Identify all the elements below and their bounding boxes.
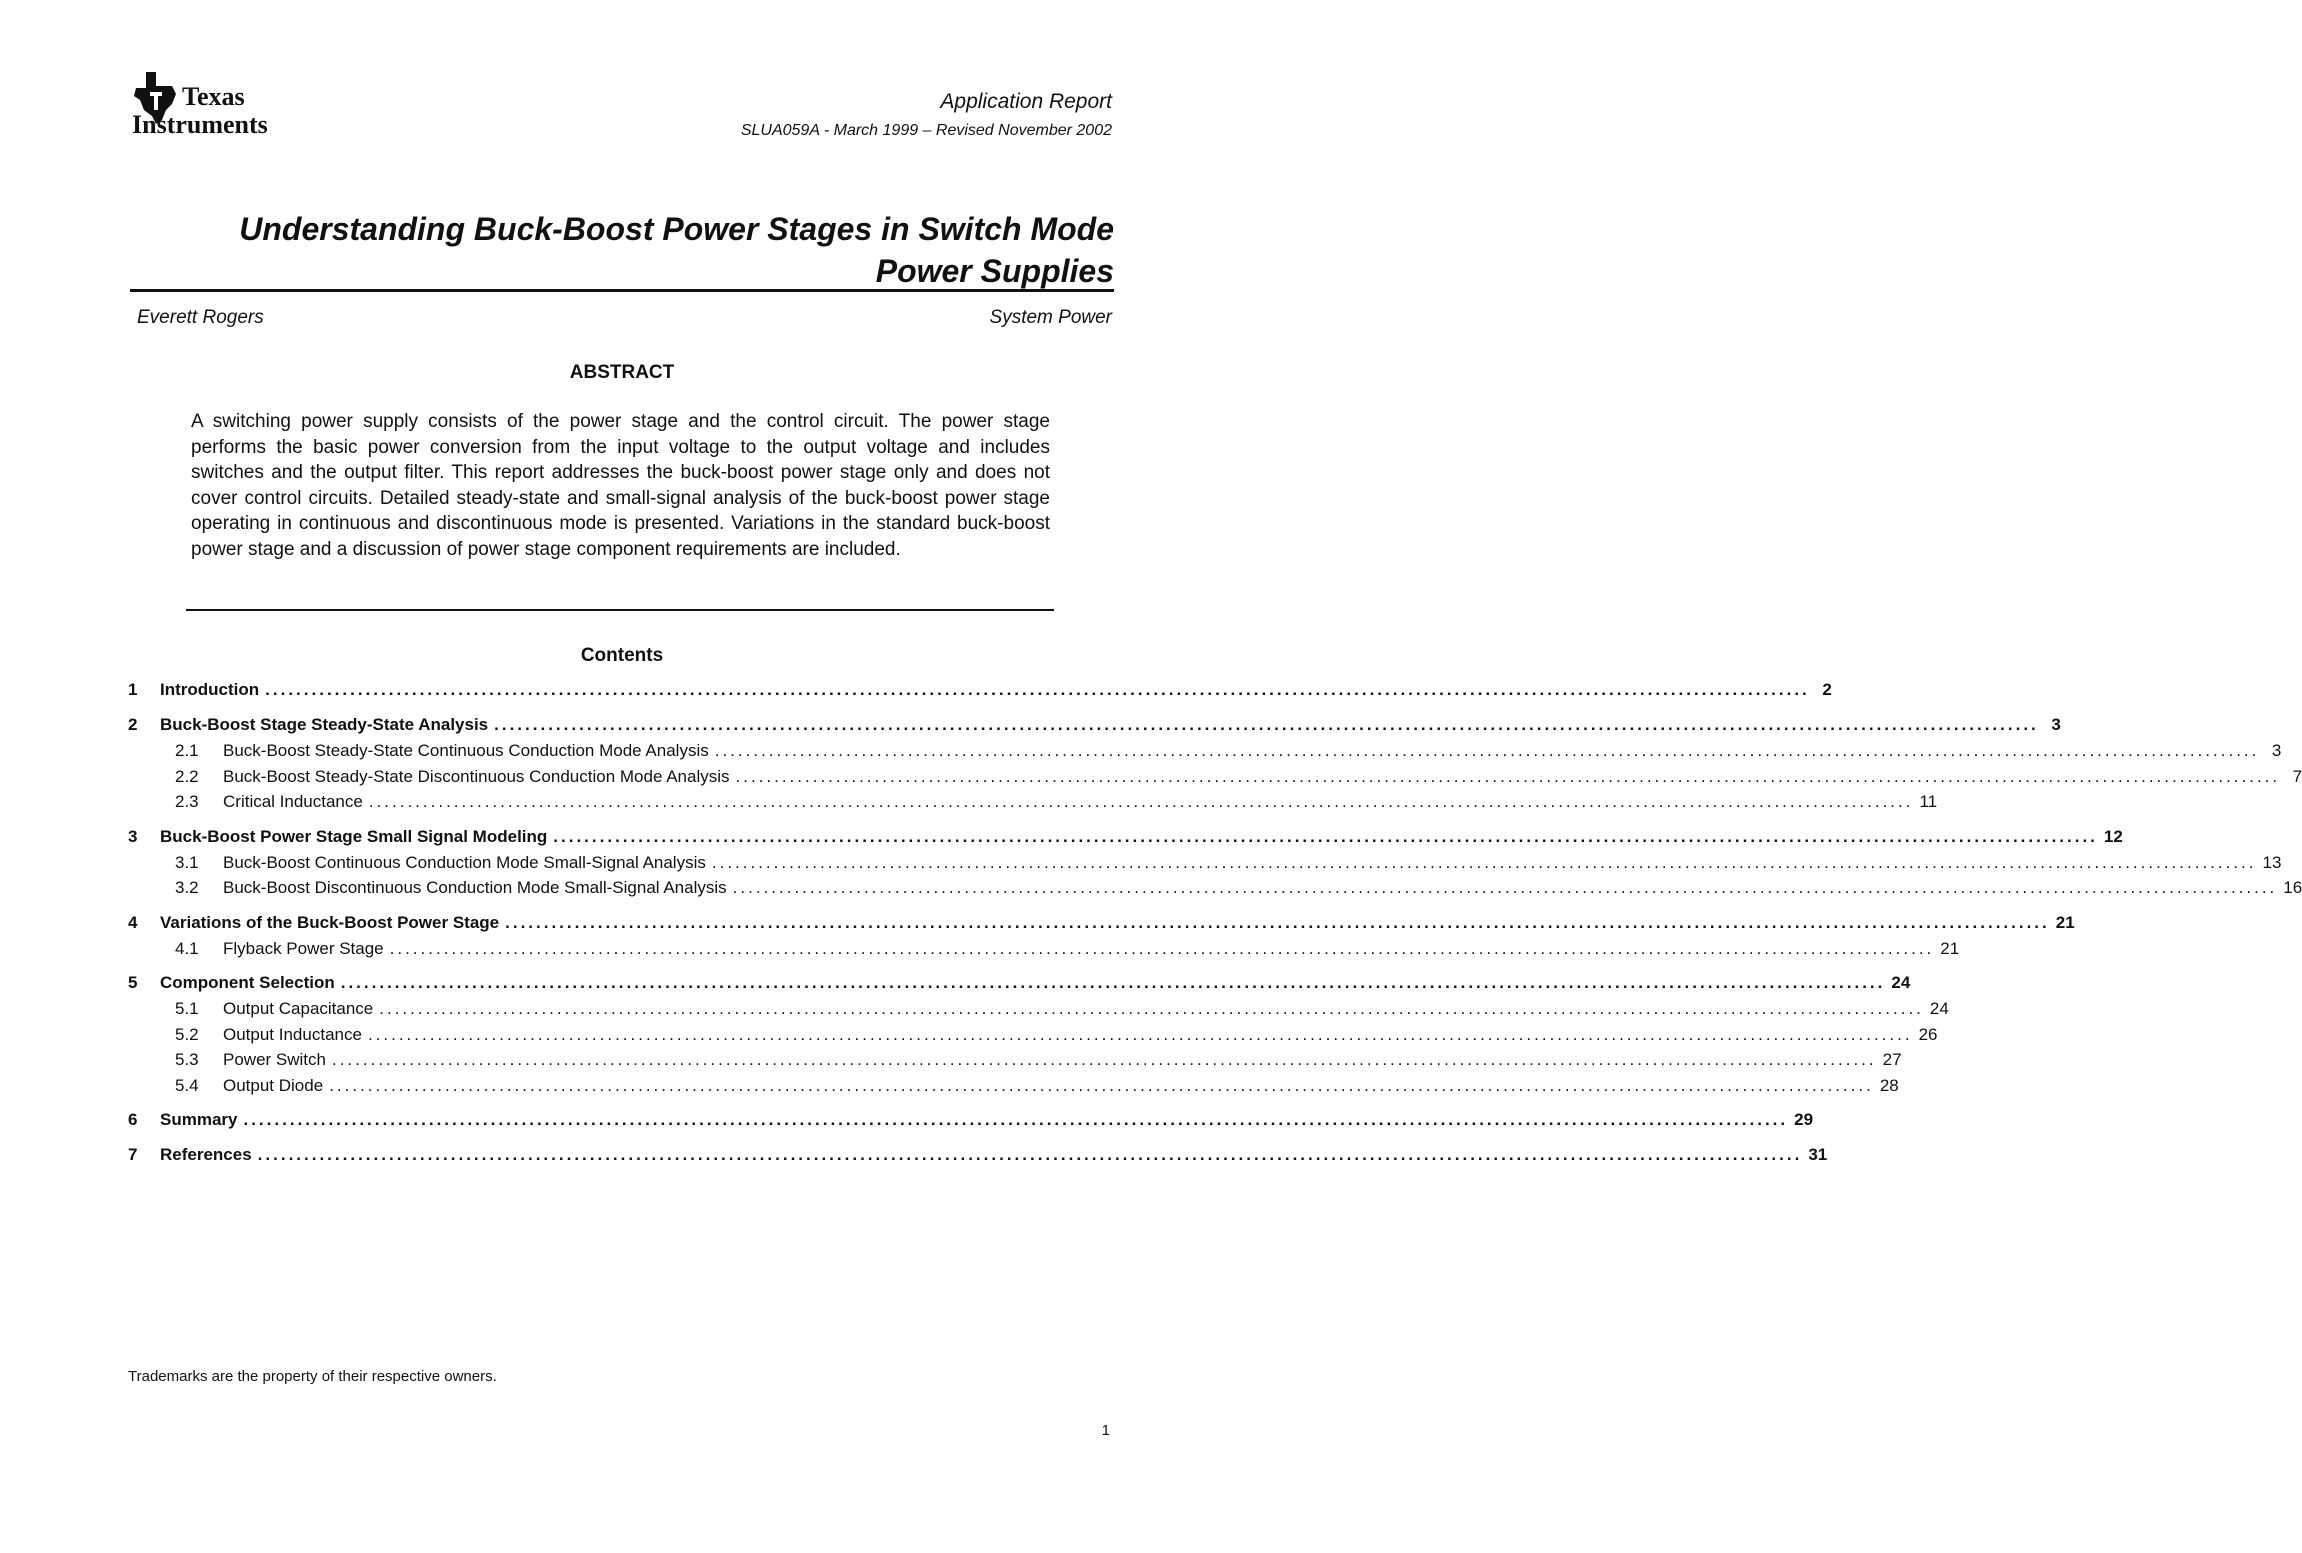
logo-line-instruments: Instruments: [132, 110, 268, 139]
toc-entry-number: 2.3: [175, 792, 199, 811]
toc-entry-title: Buck-Boost Stage Steady-State Analysis: [160, 715, 489, 734]
toc-dot-leader: ........................................................................................................................................................................................................: [368, 792, 1914, 811]
toc-dot-leader: ........................................................................................................................................................................................................: [711, 852, 2257, 872]
toc-entry-number: 5.3: [175, 1050, 199, 1069]
toc-dot-leader: ........................................................................................................................................................................................................: [329, 1075, 1874, 1095]
toc-entry-page: 29: [1794, 1110, 1814, 1129]
document-title: Understanding Buck-Boost Power Stages in Switch Mode Power Supplies: [239, 211, 1114, 289]
toc-entry[interactable]: [128, 878, 2302, 904]
toc-entry-number: 4: [128, 912, 138, 932]
toc-entry-number: 5: [128, 973, 138, 992]
toc-entry-page: 3: [2051, 715, 2061, 734]
report-id: SLUA059A - March 1999 – Revised November 2002: [740, 122, 1112, 139]
toc-entry-page: 27: [1882, 1050, 1902, 1069]
toc-entry[interactable]: [128, 715, 2061, 741]
toc-entry-title: Output Inductance: [223, 1024, 362, 1044]
toc-entry-title: Variations of the Buck-Boost Power Stage: [160, 912, 500, 932]
toc-entry-title: Buck-Boost Steady-State Continuous Conduction Mode Analysis: [223, 741, 709, 760]
toc-entry-number: 3.2: [175, 878, 199, 897]
toc-dot-leader: ........................................................................................................................................................................................................: [265, 680, 1810, 699]
toc-entry-title: Component Selection: [160, 973, 335, 992]
toc-entry[interactable]: [128, 1110, 1814, 1136]
toc-entry-page: 28: [1879, 1075, 1899, 1095]
author: Everett Rogers: [137, 307, 264, 328]
toc-entry-number: 7: [128, 1145, 138, 1164]
toc-dot-leader: ........................................................................................................................................................................................................: [243, 1110, 1789, 1129]
toc-entry[interactable]: [128, 1145, 1828, 1171]
toc-dot-leader: ........................................................................................................................................................................................................: [714, 741, 2260, 760]
table-of-contents: [128, 680, 2302, 1171]
toc-entry-title: Flyback Power Stage: [223, 938, 384, 958]
report-type: Application Report: [940, 90, 1112, 113]
toc-dot-leader: ........................................................................................................................................................................................................: [735, 766, 2281, 786]
toc-entry-number: 3.1: [175, 852, 199, 872]
toc-entry-number: 1: [128, 680, 138, 699]
toc-entry-number: 4.1: [175, 938, 199, 958]
toc-entry-page: 21: [2055, 912, 2075, 932]
toc-entry-number: 2.1: [175, 741, 199, 760]
group-name: System Power: [989, 307, 1112, 328]
page-number: 1: [1101, 1422, 1110, 1439]
toc-dot-leader: ........................................................................................................................................................................................................: [389, 938, 1935, 958]
toc-entry-page: 16: [2283, 878, 2302, 897]
toc-entry-page: 3: [2271, 741, 2282, 760]
toc-entry-title: References: [160, 1145, 252, 1164]
toc-entry-title: Output Diode: [223, 1075, 324, 1095]
toc-entry[interactable]: [128, 741, 2282, 767]
toc-entry[interactable]: [128, 973, 1911, 999]
toc-entry-number: 5.4: [175, 1075, 199, 1095]
abstract-divider: [186, 609, 1054, 611]
ti-logo-wordmark: [132, 82, 268, 139]
toc-dot-leader: ........................................................................................................................................................................................................: [494, 715, 2039, 734]
toc-entry[interactable]: [128, 999, 1949, 1025]
toc-dot-leader: ........................................................................................................................................................................................................: [340, 973, 1886, 992]
toc-entry-title: Summary: [160, 1110, 238, 1129]
toc-entry-page: 26: [1918, 1024, 1938, 1044]
toc-entry[interactable]: [128, 938, 1960, 965]
toc-entry-page: 31: [1808, 1145, 1828, 1164]
toc-entry-title: Output Capacitance: [223, 999, 374, 1018]
trademark-footnote: Trademarks are the property of their respective owners.: [128, 1368, 497, 1385]
abstract-heading: ABSTRACT: [569, 362, 675, 383]
toc-entry-page: 24: [1891, 973, 1911, 992]
toc-entry-page: 12: [2103, 826, 2123, 846]
toc-entry-number: 2: [128, 715, 138, 734]
toc-entry-title: Power Switch: [223, 1050, 326, 1069]
toc-entry-page: 13: [2262, 852, 2282, 872]
toc-entry[interactable]: [128, 680, 1832, 706]
toc-dot-leader: ........................................................................................................................................................................................................: [331, 1050, 1877, 1069]
title-divider: [130, 289, 1114, 292]
toc-dot-leader: ........................................................................................................................................................................................................: [553, 826, 2098, 846]
toc-dot-leader: ........................................................................................................................................................................................................: [505, 912, 2050, 932]
toc-entry-page: 7: [2292, 766, 2302, 786]
toc-dot-leader: ........................................................................................................................................................................................................: [257, 1145, 1803, 1164]
toc-entry[interactable]: [128, 1024, 1938, 1051]
ti-logo: [132, 70, 352, 150]
abstract-body: A switching power supply consists of the power stage and the control circuit. The power stage performs the basic power conversion from the input voltage to the output voltage and includes switches and the output filter. This report addresses the buck-boost power stage only and does not cover control circuits. Detailed steady-state and small-signal analysis of the buck-boost power stage operating in continuous and discontinuous mode is presented. Variations in the standard buck-boost power stage and a discussion of power stage component requirements are included.: [191, 411, 1050, 560]
toc-entry[interactable]: [128, 1075, 1899, 1102]
toc-entry-title: Critical Inductance: [223, 792, 363, 811]
toc-entry-page: 21: [1940, 938, 1960, 958]
toc-entry-number: 2.2: [175, 766, 199, 786]
toc-entry[interactable]: [128, 912, 2075, 939]
toc-entry-title: Buck-Boost Power Stage Small Signal Modeling: [160, 826, 548, 846]
contents-heading: Contents: [580, 645, 664, 666]
toc-entry-title: Buck-Boost Steady-State Discontinuous Conduction Mode Analysis: [223, 766, 730, 786]
toc-entry-title: Buck-Boost Continuous Conduction Mode Small-Signal Analysis: [223, 852, 706, 872]
toc-entry-title: Buck-Boost Discontinuous Conduction Mode Small-Signal Analysis: [223, 878, 727, 897]
toc-entry-title: Introduction: [160, 680, 260, 699]
logo-line-texas: Texas: [182, 82, 245, 111]
toc-entry-page: 2: [1822, 680, 1832, 699]
toc-dot-leader: ........................................................................................................................................................................................................: [732, 878, 2278, 897]
toc-entry-number: 3: [128, 826, 138, 846]
toc-entry-page: 11: [1919, 792, 1938, 811]
toc-entry[interactable]: [128, 766, 2302, 793]
toc-entry-number: 5.1: [175, 999, 199, 1018]
toc-entry-page: 24: [1929, 999, 1949, 1018]
toc-entry[interactable]: [128, 792, 1938, 818]
toc-entry-number: 5.2: [175, 1024, 199, 1044]
toc-dot-leader: ........................................................................................................................................................................................................: [367, 1024, 1913, 1044]
toc-dot-leader: ........................................................................................................................................................................................................: [379, 999, 1924, 1018]
toc-entry-number: 6: [128, 1110, 138, 1129]
toc-entry[interactable]: [128, 826, 2123, 853]
toc-entry[interactable]: [128, 1050, 1902, 1076]
toc-entry[interactable]: [128, 852, 2282, 879]
